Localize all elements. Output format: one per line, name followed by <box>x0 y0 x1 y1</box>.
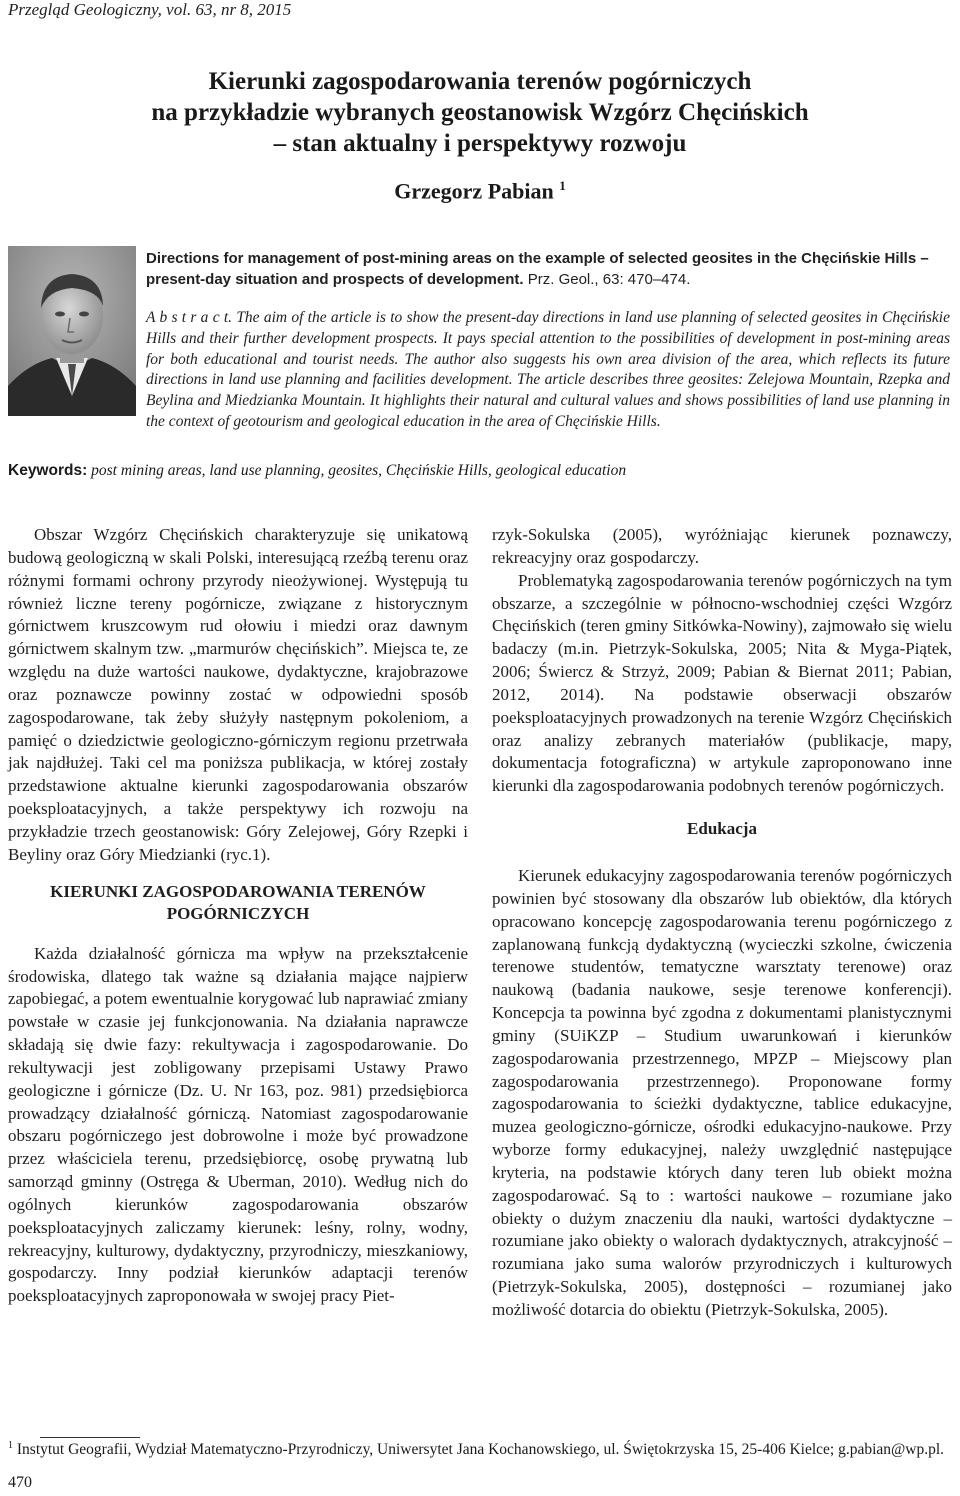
keywords <box>8 462 950 480</box>
paragraph: Każda działalność górnicza ma wpływ na przekształcenie środowiska, dlatego tak ważne są działania mające najpierw zapobiegać, a potem ewentualnie korygować lub naprawiać zmiany powstałe w czasie jej funkcjonowania. Na działania naprawcze składają się dwie fazy: rekultywacja i zagospodarowanie. Do rekultywacji jest zobligowany przepisami Ustawy Prawo geologiczne i górnicze (Dz. U. Nr 163, poz. 981) przedsiębiorca prowadzący działalność górniczą. Natomiast zagospodarowanie obszaru pogórniczego jest dobrowolne i może być prowadzone przez właściciela terenu, przedsiębiorcę, osobę prywatną lub samorząd gminny (Ostręga & Uberman, 2010). Według nich do ogólnych kierunków zagospodarowania obszarów poeksploatacyjnych zaliczamy kierunek: leśny, rolny, wodny, rekreacyjny, kulturowy, dydaktyczny, przyrodniczy, mieszkaniowy, gospodarczy. Inny podział kierunków adaptacji terenów poeksploatacyjnych zaproponowała w swojej pracy Piet- <box>8 943 468 1306</box>
keywords-label: Keywords: <box>8 462 88 479</box>
journal-header: Przegląd Geologiczny, vol. 63, nr 8, 2015 <box>8 0 292 19</box>
author-photo <box>8 246 136 416</box>
section-heading-line: KIERUNKI ZAGOSPODAROWANIA TERENÓW <box>50 881 426 901</box>
paragraph: Obszar Wzgórz Chęcińskich charakteryzuje się unikatową budową geologiczną w skali Polski, interesującą rzeźbą terenu oraz różnymi formami ochrony przyrody nieożywionej. Występują tu również liczne tereny pogórnicze, związane z historycznym górnictwem kruszcowym rud ołowiu i miedzi oraz dawnym górnictwem skalnym tzw. „marmurów chęcińskich”. Miejsca te, ze względu na duże wartości naukowe, dydaktyczne, krajobrazowe oraz poznawcze powinny zostać w odpowiedni sposób zagospodarowane, tak żeby służyły następnym pokoleniom, a pamięć o dziedzictwie geologiczno-górniczym regionu przetrwała jak najdłużej. Taki cel ma poniższa publikacja, w której zostały przedstawione aktualne kierunki zagospodarowania obszarów poeksploatacyjnych, a także perspektywy ich rozwoju na przykładzie trzech geostanowisk: Góry Zelejowej, Góry Rzepki i Beyliny oraz Góry Miedzianki (ryc.1). <box>8 525 468 864</box>
section-heading <box>8 881 468 925</box>
author-line <box>0 178 960 204</box>
article-title <box>60 66 900 159</box>
english-title-text: Directions for management of post-mining areas on the example of selected geosites in the Chęcińskie Hills – present-day situation and prospects of development. <box>146 250 929 288</box>
footnote <box>8 1436 950 1460</box>
paragraph: Kierunek edukacyjny zagospodarowania terenów pogórniczych powinien być stosowany dla obszarów lub obiektów, dla których opracowano koncepcję zagospodarowania terenu pogórniczego z zaplanowaną funkcją dydaktyczną (wycieczki szkolne, ćwiczenia terenowe studentów, tematyczne warsztaty terenowe) oraz naukową (badania naukowe, sesje terenowe konferencji). Koncepcja ta powinna być zgodna z dokumentami planistycznymi gminy (SUiKZP – Studium uwarunkowań i kierunków zagospodarowania przestrzennego, MPZP – Miejscowy plan zagospodarowania przestrzennego). Proponowane formy zagospodarowania to ścieżki dydaktyczne, tablice edukacyjne, muzea geologiczno-górnicze, ośrodki edukacyjno-naukowe. Przy wyborze formy edukacyjnej, należy uwzględnić następujące kryteria, na podstawie których dany teren lub obiekt można zagospodarować. Są to : wartości naukowe – rozumiane jako obiekty o dużym znaczeniu dla nauki, wartości dydaktyczne – rozumiane jako obiekty o walorach dydaktycznych, atrakcyjność – rozumiana jako suma walorów przyrodniczych i kulturowych (Pietrzyk-Sokulska, 2005), dostępności – rozumianej jako możliwość dotarcia do obiektu (Pietrzyk-Sokulska, 2005). <box>492 865 952 1319</box>
section-heading: Edukacja <box>687 819 757 839</box>
author-portrait-image <box>8 246 136 416</box>
abstract <box>146 308 950 433</box>
title-line: na przykładzie wybranych geostanowisk Wzgórz Chęcińskich <box>151 99 809 126</box>
english-title <box>146 248 950 290</box>
footnote-mark: 1 <box>8 1440 13 1451</box>
affiliation-mark: 1 <box>559 178 566 193</box>
citation: Prz. Geol., 63: 470–474. <box>527 271 691 288</box>
keywords-text: post mining areas, land use planning, geosites, Chęcińskie Hills, geological education <box>91 462 627 479</box>
author-name: Grzegorz Pabian <box>394 178 554 204</box>
title-line: Kierunki zagospodarowania terenów pogórniczych <box>208 68 752 95</box>
left-column <box>8 524 468 1308</box>
abstract-label: A b s t r a c t. <box>146 309 233 326</box>
paragraph: Problematyką zagospodarowania terenów pogórniczych na tym obszarze, a szczególnie w północno-wschodniej części Wzgórz Chęcińskich (teren gminy Sitkówka-Nowiny), zajmowało się wielu badaczy (m.in. Pietrzyk-Sokulska, 2005; Nita & Myga-Piątek, 2006; Świercz & Strzyż, 2009; Pabian & Biernat 2011; Pabian, 2012, 2014). Na podstawie obserwacji obszarów poeksploatacyjnych prowadzonych na terenie Wzgórz Chęcińskich oraz analizy zebranych materiałów (publikacje, mapy, dokumentacja fotograficzna) w artykule zaproponowano inne kierunki dla zagospodarowania podobnych terenów pogórniczych. <box>492 570 952 796</box>
page-number: 470 <box>8 1474 32 1491</box>
abstract-text: The aim of the article is to show the present-day directions in land use planning of selected geosites in Chęcińskie Hills and their further development prospects. It pays special attention to the possibilities of development in post-mining areas for both educational and tourist needs. The author also suggests his own area division of the area, which reflects its future directions in land use planning and facilities development. The article describes three geosites: Zelejowa Mountain, Rzepka and Beylina and Miedzianka Mountain. It highlights their natural and cultural values and shows possibilities of land use planning in the context of geotourism and geological education in the area of Chęcińskie Hills. <box>146 309 950 430</box>
section-heading-line: POGÓRNICZYCH <box>166 903 310 923</box>
paragraph: rzyk-Sokulska (2005), wyróżniając kierunek poznawczy, rekreacyjny oraz gospodarczy. <box>492 525 952 567</box>
right-column <box>492 524 952 1322</box>
footnote-text: Instytut Geografii, Wydział Matematyczno-Przyrodniczy, Uniwersytet Jana Kochanowskiego, ul. Świętokrzyska 15, 25-406 Kielce; g.pabian@wp.pl. <box>16 1441 945 1459</box>
title-line: – stan aktualny i perspektywy rozwoju <box>273 130 687 157</box>
